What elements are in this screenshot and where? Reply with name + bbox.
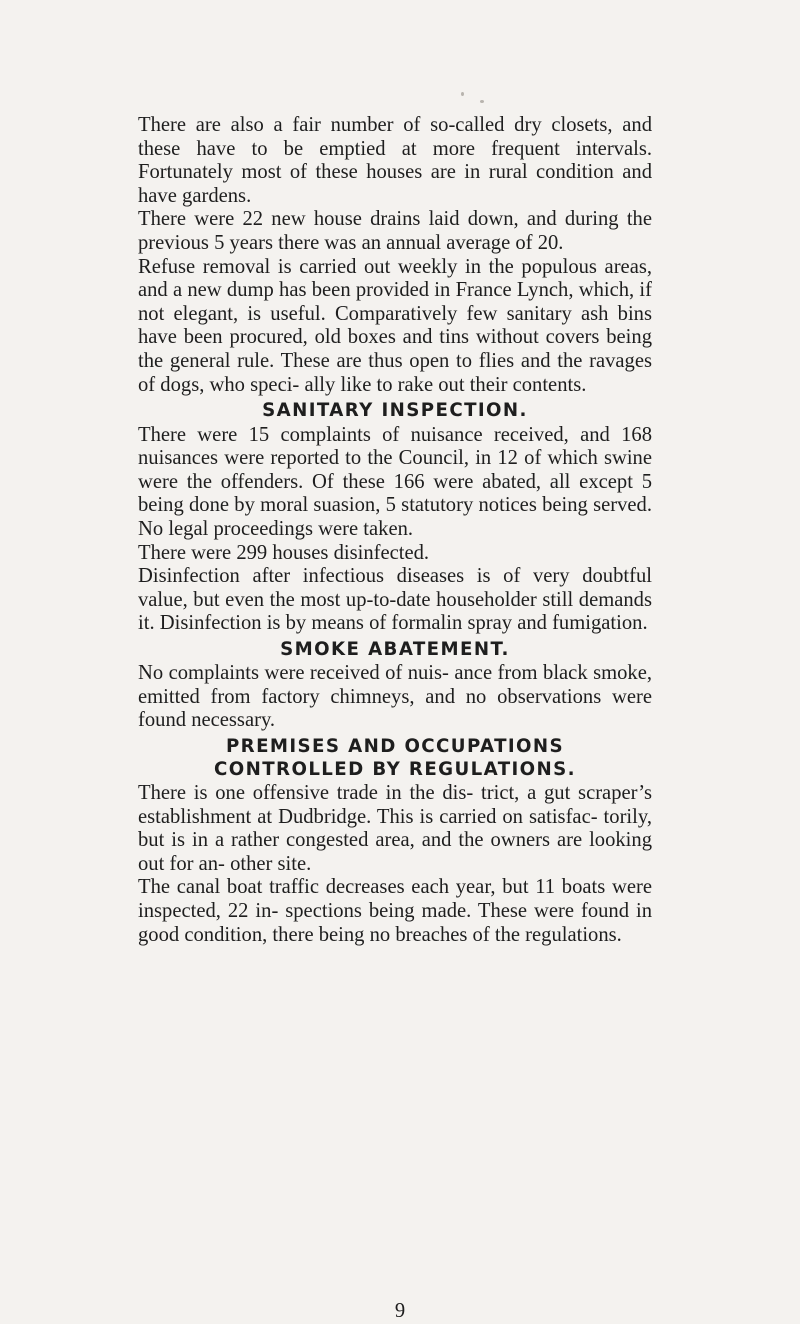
paragraph: There were 22 new house drains laid down, and during the previous 5 years there was an annual average of 20. [138,208,652,254]
section-heading-sanitary-inspection: SANITARY INSPECTION. [262,400,528,422]
paragraph: The canal boat traffic decreases each year, but 11 boats were inspected, 22 in- spections being made. These were found in good condition, there being no breaches of the regulations. [138,876,652,946]
paragraph: There were 15 complaints of nuisance received, and 168 nuisances were reported to the Council, in 12 of which swine were the offenders. Of these 166 were abated, all except 5 being done by moral suasion, 5 statutory notices being served. No legal proceedings were taken. [138,423,652,540]
paragraph: No complaints were received of nuis- ance from black smoke, emitted from factory chimneys, and no observations were found necessary. [138,662,652,732]
heading-line: CONTROLLED BY REGULATIONS. [214,759,576,781]
paragraph: Refuse removal is carried out weekly in the populous areas, and a new dump has been provided in France Lynch, which, if not elegant, is useful. Comparatively few sanitary ash bins have been procured, old boxes and tins without covers being the general rule. These are thus open to flies and the ravages of dogs, who speci- ally like to rake out their contents. [138,255,652,396]
paragraph: There were 299 houses disinfected. [138,541,430,564]
paragraph: There is one offensive trade in the dis- trict, a gut scraper’s establishment at Dudbridge. This is carried on satisfac- torily, but is in a rather congested area, and the owners are looking out for an- other site. [138,782,652,875]
heading-line: PREMISES AND OCCUPATIONS [225,736,565,758]
section-heading-premises [138,735,652,781]
paper-speck [480,100,484,103]
page-number: 9 [394,1300,406,1322]
section-heading-smoke-abatement: SMOKE ABATEMENT. [280,638,510,660]
paragraph: Disinfection after infectious diseases is of very doubtful value, but even the most up-to-date householder still demands it. Disinfection is by means of formalin spray and fumigation. [138,565,652,635]
paragraph: There are also a fair number of so-called dry closets, and these have to be emptied at more frequent intervals. Fortunately most of these houses are in rural condition and have gardens. [138,114,652,207]
text-column [138,114,652,947]
paper-speck [461,92,464,96]
